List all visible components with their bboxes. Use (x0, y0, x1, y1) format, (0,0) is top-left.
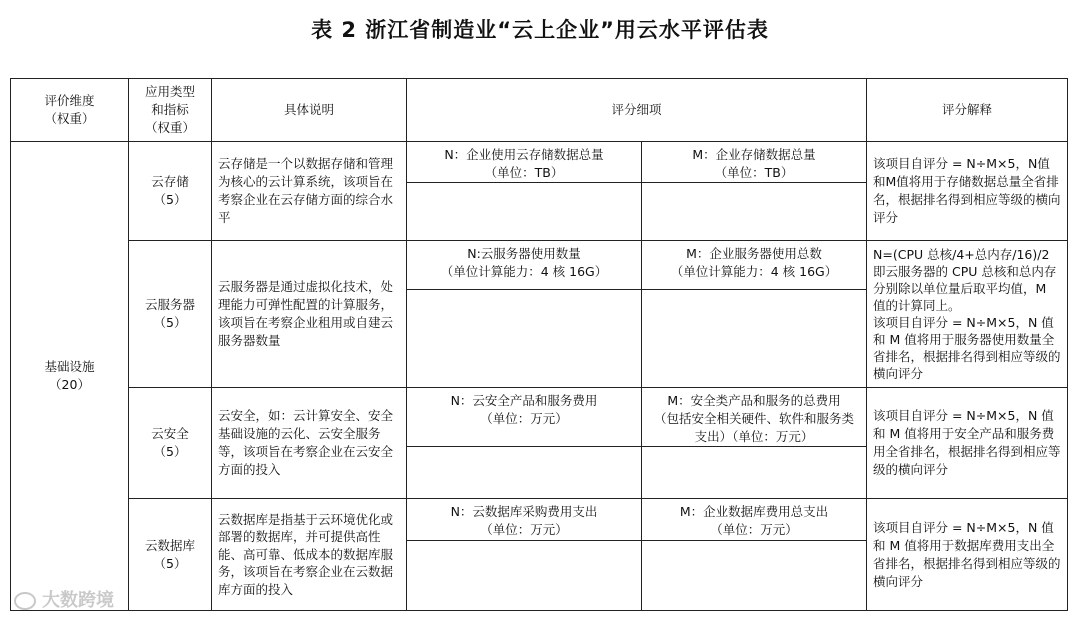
watermark-text: 大数跨境 (42, 590, 114, 611)
score-n-cell: N:云服务器使用数量 （单位计算能力：4 核 16G） (407, 241, 642, 290)
description-cell: 云服务器是通过虚拟化技术，处理能力可弹性配置的计算服务，该项旨在考察企业租用或自建云服务器数量 (212, 241, 407, 388)
header-description: 具体说明 (212, 79, 407, 142)
evaluation-table (10, 78, 1068, 611)
header-dimension: 评价维度 （权重） (11, 79, 129, 142)
app-type-cell: 云服务器 （5） (129, 241, 212, 388)
empty-cell (642, 541, 867, 611)
empty-cell (642, 183, 867, 241)
table-row (11, 499, 1068, 541)
table-title: 表 2 浙江省制造业“云上企业”用云水平评估表 (311, 18, 769, 42)
description-cell: 云数据库是指基于云环境优化或部署的数据库，并可提供高性能、高可靠、低成本的数据库服务，该项旨在考察企业在云数据库方面的投入 (212, 499, 407, 611)
score-n-cell: N：云安全产品和服务费用 （单位：万元） (407, 388, 642, 447)
score-m-cell: M：企业数据库费用总支出 （单位：万元） (642, 499, 867, 541)
empty-cell (642, 447, 867, 499)
empty-cell (407, 541, 642, 611)
dimension-cell: 基础设施 （20） (11, 142, 129, 611)
score-m-cell: M：安全类产品和服务的总费用 （包括安全相关硬件、软件和服务类支出）（单位：万元） (642, 388, 867, 447)
empty-cell (642, 290, 867, 388)
interpretation-cell: N=(CPU 总核/4+总内存/16)/2 即云服务器的 CPU 总核和总内存分别除以单位量后取平均值，M 值的计算同上。 该项目自评分 = N÷M×5，N 值和 M 值将用于服务器使用数量全省排名，根据排名得到相应等级的横向评分 (867, 241, 1068, 388)
app-type-cell: 云安全 （5） (129, 388, 212, 499)
score-m-cell: M：企业服务器使用总数 （单位计算能力：4 核 16G） (642, 241, 867, 290)
watermark-logo-icon (14, 592, 36, 610)
watermark (14, 586, 114, 612)
app-type-cell: 云数据库 （5） (129, 499, 212, 611)
header-scoring-items: 评分细项 (407, 79, 867, 142)
table-row (11, 241, 1068, 290)
description-cell: 云安全，如：云计算安全、安全基础设施的云化、云安全服务等，该项旨在考察企业在云安全方面的投入 (212, 388, 407, 499)
header-interpretation: 评分解释 (867, 79, 1068, 142)
interpretation-cell: 该项目自评分 = N÷M×5，N 值和 M 值将用于安全产品和服务费用全省排名，根据排名得到相应等级的横向评分 (867, 388, 1068, 499)
interpretation-cell: 该项目自评分 = N÷M×5，N 值和 M 值将用于数据库费用支出全省排名，根据排名得到相应等级的横向评分 (867, 499, 1068, 611)
app-type-cell: 云存储 （5） (129, 142, 212, 241)
description-cell: 云存储是一个以数据存储和管理为核心的云计算系统，该项旨在考察企业在云存储方面的综合水平 (212, 142, 407, 241)
table-row (11, 142, 1068, 183)
score-n-cell: N：企业使用云存储数据总量 （单位：TB） (407, 142, 642, 183)
empty-cell (407, 290, 642, 388)
header-app-type: 应用类型 和指标 （权重） (129, 79, 212, 142)
empty-cell (407, 183, 642, 241)
empty-cell (407, 447, 642, 499)
score-m-cell: M：企业存储数据总量 （单位：TB） (642, 142, 867, 183)
interpretation-cell: 该项目自评分 = N÷M×5，N值和M值将用于存储数据总量全省排名，根据排名得到相应等级的横向评分 (867, 142, 1068, 241)
score-n-cell: N：云数据库采购费用支出 （单位：万元） (407, 499, 642, 541)
header-row (11, 79, 1068, 142)
table-row (11, 388, 1068, 447)
